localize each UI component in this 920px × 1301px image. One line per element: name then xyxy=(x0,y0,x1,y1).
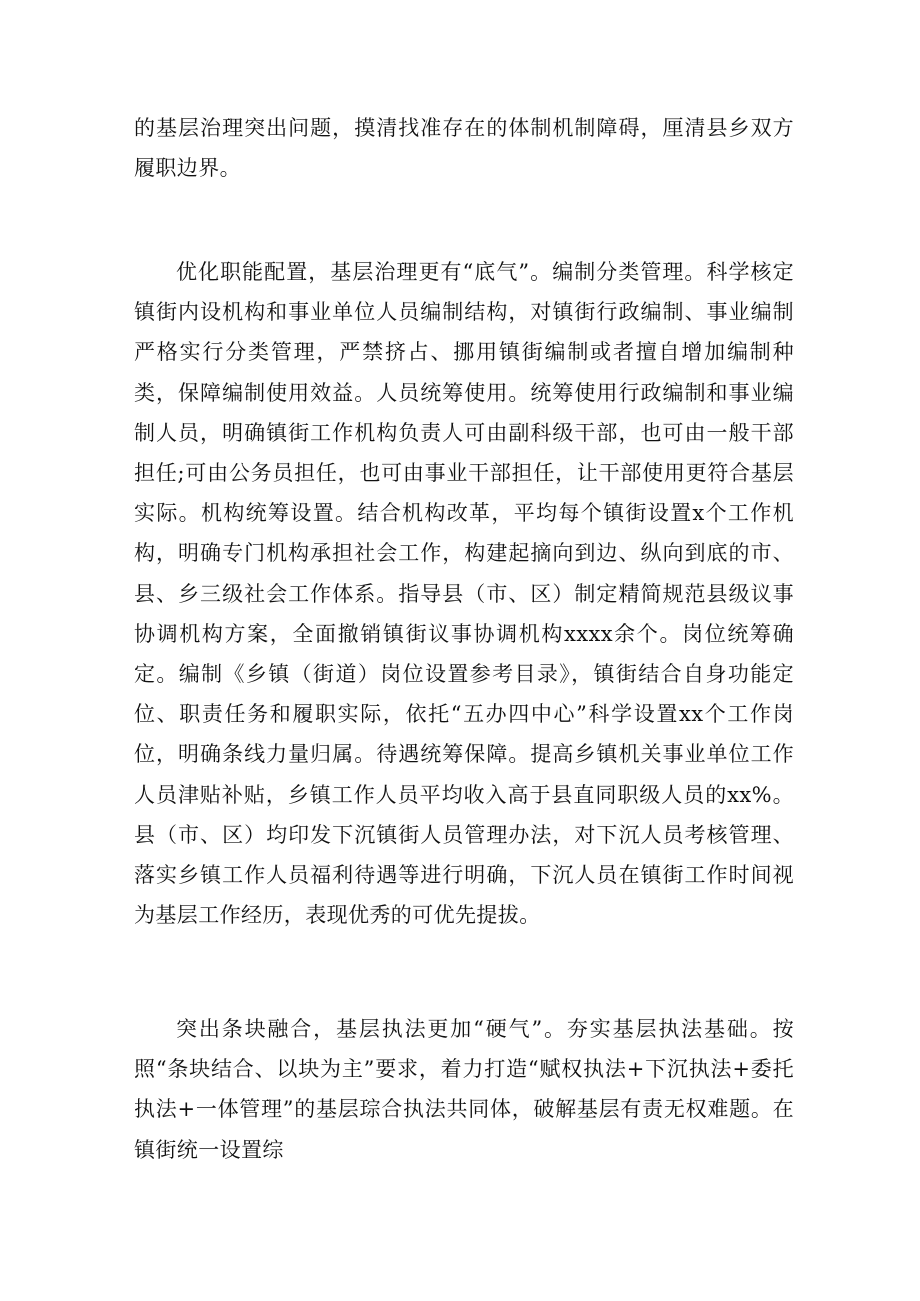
paragraph-continuation: 的基层治理突出问题，摸清找准存在的体制机制障碍，厘清县乡双方履职边界。 xyxy=(134,116,794,181)
paragraph-law-enforcement: 突出条块融合，基层执法更加“硬气”。夯实基层执法基础。按照“条块结合、以块为主”要求，着力打造“赋权执法+下沉执法+委托执法+一体管理”的基层琮合执法共同体，破解基层有责无权难题。在镇街统一设置综 xyxy=(134,1017,794,1162)
paragraph-optimize-functions: 优化职能配置，基层治理更有“底气”。编制分类管理。科学核定镇街内设机构和事业单位人员编制结构，对镇街行政编制、事业编制严格实行分类管理，严禁挤占、挪用镇街编制或者擅自增加编制种类，保障编制使用效益。人员统筹使用。统筹使用行政编制和事业编制人员，明确镇街工作机构负责人可由副科级干部，也可由一般干部担任;可由公务员担任，也可由事业干部担任，让干部使用更符合基层实际。机构统筹设置。结合机构改革，平均每个镇街设置x个工作机构，明确专门机构承担社会工作，构建起摘向到边、纵向到底的市、县、乡三级社会工作体系。指导县（市、区）制定精简规范县级议事协调机构方案，全面撤销镇街议事协调机构xxxx余个。岗位统筹确定。编制《乡镇（街道）岗位设置参考目录》，镇街结合自身功能定位、职责任务和履职实际，依托“五办四中心”科学设置xx个工作岗位，明确条线力量归属。待遇统筹保障。提高乡镇机关事业单位工作人员津贴补贴，乡镇工作人员平均收入高于县直同职级人员的xx%。县（市、区）均印发下沉镇街人员管理办法，对下沉人员考核管理、落实乡镇工作人员福利待遇等进行明确，下沉人员在镇街工作时间视为基层工作经历，表现优秀的可优先提拔。 xyxy=(134,260,794,928)
